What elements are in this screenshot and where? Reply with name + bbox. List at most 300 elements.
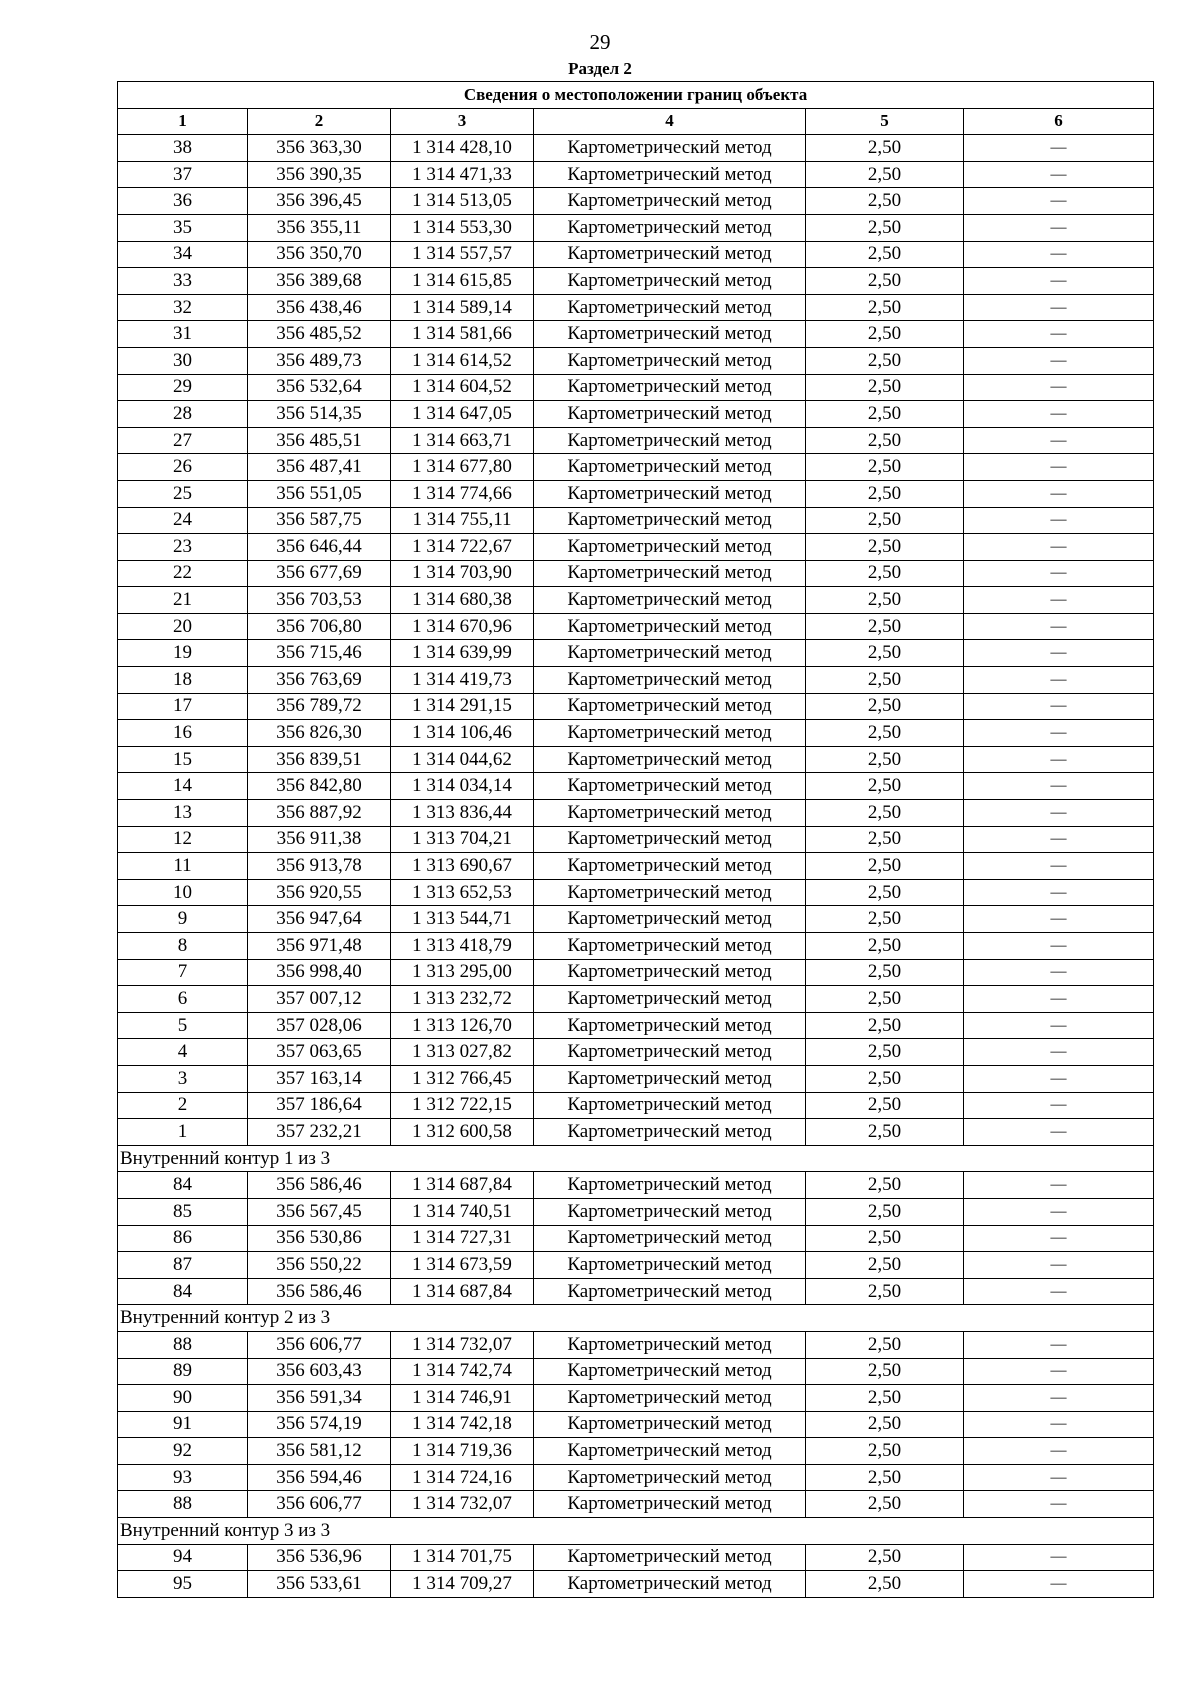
description-cell: — (964, 800, 1154, 827)
method-cell: Картометрический метод (534, 161, 806, 188)
coordinate-x-cell: 356 703,53 (248, 587, 391, 614)
point-number-cell: 15 (118, 746, 248, 773)
table-row (118, 1385, 1154, 1412)
coordinate-y-cell: 1 314 581,66 (391, 321, 534, 348)
coordinate-x-cell: 356 567,45 (248, 1198, 391, 1225)
table-row (118, 986, 1154, 1013)
description-cell: — (964, 826, 1154, 853)
coordinate-x-cell: 356 842,80 (248, 773, 391, 800)
point-number-cell: 35 (118, 214, 248, 241)
coordinate-y-cell: 1 314 727,31 (391, 1225, 534, 1252)
accuracy-cell: 2,50 (806, 906, 964, 933)
coordinate-x-cell: 357 186,64 (248, 1092, 391, 1119)
coordinate-x-cell: 356 389,68 (248, 268, 391, 295)
point-number-cell: 23 (118, 534, 248, 561)
description-cell: — (964, 1385, 1154, 1412)
coordinate-y-cell: 1 313 232,72 (391, 986, 534, 1013)
point-number-cell: 84 (118, 1172, 248, 1199)
point-number-cell: 2 (118, 1092, 248, 1119)
coordinate-y-cell: 1 314 639,99 (391, 640, 534, 667)
coordinate-x-cell: 356 947,64 (248, 906, 391, 933)
point-number-cell: 88 (118, 1491, 248, 1518)
point-number-cell: 17 (118, 693, 248, 720)
description-cell: — (964, 1358, 1154, 1385)
coordinate-y-cell: 1 314 709,27 (391, 1571, 534, 1598)
accuracy-cell: 2,50 (806, 480, 964, 507)
contour-title-row (118, 1305, 1154, 1332)
table-caption: Сведения о местоположении границ объекта (118, 82, 1154, 109)
coordinate-x-cell: 357 063,65 (248, 1039, 391, 1066)
description-cell: — (964, 454, 1154, 481)
coordinate-y-cell: 1 314 647,05 (391, 401, 534, 428)
coordinate-y-cell: 1 314 614,52 (391, 347, 534, 374)
table-header (118, 82, 1154, 135)
coordinate-x-cell: 356 789,72 (248, 693, 391, 720)
table-row (118, 214, 1154, 241)
method-cell: Картометрический метод (534, 1438, 806, 1465)
description-cell: — (964, 853, 1154, 880)
coordinate-y-cell: 1 314 291,15 (391, 693, 534, 720)
method-cell: Картометрический метод (534, 1491, 806, 1518)
table-row (118, 1198, 1154, 1225)
point-number-cell: 4 (118, 1039, 248, 1066)
coordinate-x-cell: 356 363,30 (248, 135, 391, 162)
coordinate-x-cell: 356 587,75 (248, 507, 391, 534)
table-row (118, 454, 1154, 481)
method-cell: Картометрический метод (534, 640, 806, 667)
column-header-4: 4 (534, 108, 806, 135)
table-row (118, 933, 1154, 960)
coordinate-y-cell: 1 314 774,66 (391, 480, 534, 507)
coordinate-y-cell: 1 314 742,18 (391, 1411, 534, 1438)
point-number-cell: 34 (118, 241, 248, 268)
method-cell: Картометрический метод (534, 241, 806, 268)
table-row (118, 1039, 1154, 1066)
accuracy-cell: 2,50 (806, 1039, 964, 1066)
table-row (118, 294, 1154, 321)
column-header-1: 1 (118, 108, 248, 135)
method-cell: Картометрический метод (534, 268, 806, 295)
accuracy-cell: 2,50 (806, 959, 964, 986)
table-row (118, 188, 1154, 215)
coordinate-x-cell: 356 485,52 (248, 321, 391, 348)
coordinate-x-cell: 357 232,21 (248, 1119, 391, 1146)
description-cell: — (964, 1119, 1154, 1146)
description-cell: — (964, 667, 1154, 694)
point-number-cell: 84 (118, 1278, 248, 1305)
accuracy-cell: 2,50 (806, 347, 964, 374)
table-row (118, 906, 1154, 933)
accuracy-cell: 2,50 (806, 640, 964, 667)
point-number-cell: 9 (118, 906, 248, 933)
description-cell: — (964, 1278, 1154, 1305)
point-number-cell: 13 (118, 800, 248, 827)
accuracy-cell: 2,50 (806, 853, 964, 880)
coordinate-y-cell: 1 314 719,36 (391, 1438, 534, 1465)
description-cell: — (964, 1065, 1154, 1092)
accuracy-cell: 2,50 (806, 401, 964, 428)
table-row (118, 1092, 1154, 1119)
description-cell: — (964, 241, 1154, 268)
method-cell: Картометрический метод (534, 480, 806, 507)
method-cell: Картометрический метод (534, 1571, 806, 1598)
coordinate-x-cell: 356 706,80 (248, 613, 391, 640)
coordinate-x-cell: 356 536,96 (248, 1544, 391, 1571)
coordinate-y-cell: 1 313 126,70 (391, 1012, 534, 1039)
accuracy-cell: 2,50 (806, 135, 964, 162)
point-number-cell: 20 (118, 613, 248, 640)
table-row (118, 879, 1154, 906)
method-cell: Картометрический метод (534, 933, 806, 960)
coordinate-x-cell: 356 606,77 (248, 1491, 391, 1518)
method-cell: Картометрический метод (534, 986, 806, 1013)
point-number-cell: 12 (118, 826, 248, 853)
coordinate-y-cell: 1 312 722,15 (391, 1092, 534, 1119)
table-row (118, 161, 1154, 188)
method-cell: Картометрический метод (534, 906, 806, 933)
point-number-cell: 25 (118, 480, 248, 507)
accuracy-cell: 2,50 (806, 1464, 964, 1491)
accuracy-cell: 2,50 (806, 374, 964, 401)
method-cell: Картометрический метод (534, 135, 806, 162)
table-row (118, 1358, 1154, 1385)
point-number-cell: 33 (118, 268, 248, 295)
coordinate-y-cell: 1 314 589,14 (391, 294, 534, 321)
point-number-cell: 6 (118, 986, 248, 1013)
coordinate-y-cell: 1 314 044,62 (391, 746, 534, 773)
coordinate-y-cell: 1 314 687,84 (391, 1278, 534, 1305)
description-cell: — (964, 720, 1154, 747)
coordinate-x-cell: 356 591,34 (248, 1385, 391, 1412)
coordinate-y-cell: 1 314 740,51 (391, 1198, 534, 1225)
table-row (118, 613, 1154, 640)
method-cell: Картометрический метод (534, 1225, 806, 1252)
point-number-cell: 26 (118, 454, 248, 481)
point-number-cell: 10 (118, 879, 248, 906)
point-number-cell: 90 (118, 1385, 248, 1412)
coordinate-x-cell: 356 998,40 (248, 959, 391, 986)
point-number-cell: 22 (118, 560, 248, 587)
point-number-cell: 28 (118, 401, 248, 428)
point-number-cell: 88 (118, 1331, 248, 1358)
method-cell: Картометрический метод (534, 613, 806, 640)
method-cell: Картометрический метод (534, 587, 806, 614)
coordinate-y-cell: 1 313 704,21 (391, 826, 534, 853)
method-cell: Картометрический метод (534, 1012, 806, 1039)
contour-title: Внутренний контур 2 из 3 (118, 1305, 1154, 1332)
coordinate-x-cell: 356 485,51 (248, 427, 391, 454)
description-cell: — (964, 1172, 1154, 1199)
accuracy-cell: 2,50 (806, 1358, 964, 1385)
description-cell: — (964, 188, 1154, 215)
method-cell: Картометрический метод (534, 1385, 806, 1412)
accuracy-cell: 2,50 (806, 1225, 964, 1252)
point-number-cell: 3 (118, 1065, 248, 1092)
point-number-cell: 16 (118, 720, 248, 747)
point-number-cell: 37 (118, 161, 248, 188)
table-row (118, 1172, 1154, 1199)
table-row (118, 1464, 1154, 1491)
description-cell: — (964, 1252, 1154, 1279)
method-cell: Картометрический метод (534, 853, 806, 880)
table-row (118, 853, 1154, 880)
coordinate-x-cell: 356 355,11 (248, 214, 391, 241)
description-cell: — (964, 321, 1154, 348)
coordinate-y-cell: 1 314 471,33 (391, 161, 534, 188)
coordinate-y-cell: 1 313 027,82 (391, 1039, 534, 1066)
table-row (118, 1065, 1154, 1092)
method-cell: Картометрический метод (534, 746, 806, 773)
description-cell: — (964, 587, 1154, 614)
contour-title: Внутренний контур 3 из 3 (118, 1518, 1154, 1545)
point-number-cell: 36 (118, 188, 248, 215)
coordinate-x-cell: 356 911,38 (248, 826, 391, 853)
method-cell: Картометрический метод (534, 879, 806, 906)
point-number-cell: 7 (118, 959, 248, 986)
coordinate-x-cell: 356 586,46 (248, 1278, 391, 1305)
description-cell: — (964, 1039, 1154, 1066)
coordinate-y-cell: 1 314 663,71 (391, 427, 534, 454)
description-cell: — (964, 507, 1154, 534)
coordinate-x-cell: 356 715,46 (248, 640, 391, 667)
table-row (118, 241, 1154, 268)
point-number-cell: 86 (118, 1225, 248, 1252)
accuracy-cell: 2,50 (806, 1092, 964, 1119)
table-row (118, 347, 1154, 374)
method-cell: Картометрический метод (534, 454, 806, 481)
coordinate-x-cell: 356 839,51 (248, 746, 391, 773)
table-row (118, 1544, 1154, 1571)
coordinate-y-cell: 1 313 544,71 (391, 906, 534, 933)
coordinate-x-cell: 356 532,64 (248, 374, 391, 401)
table-row (118, 427, 1154, 454)
method-cell: Картометрический метод (534, 1092, 806, 1119)
method-cell: Картометрический метод (534, 773, 806, 800)
point-number-cell: 5 (118, 1012, 248, 1039)
accuracy-cell: 2,50 (806, 1331, 964, 1358)
coordinate-y-cell: 1 314 680,38 (391, 587, 534, 614)
accuracy-cell: 2,50 (806, 826, 964, 853)
coordinate-x-cell: 356 971,48 (248, 933, 391, 960)
description-cell: — (964, 613, 1154, 640)
point-number-cell: 24 (118, 507, 248, 534)
coordinate-y-cell: 1 314 755,11 (391, 507, 534, 534)
contour-title-row (118, 1145, 1154, 1172)
coordinate-y-cell: 1 313 652,53 (391, 879, 534, 906)
coordinate-x-cell: 356 826,30 (248, 720, 391, 747)
coordinate-x-cell: 356 920,55 (248, 879, 391, 906)
description-cell: — (964, 986, 1154, 1013)
point-number-cell: 8 (118, 933, 248, 960)
coordinate-y-cell: 1 314 553,30 (391, 214, 534, 241)
description-cell: — (964, 1571, 1154, 1598)
method-cell: Картометрический метод (534, 321, 806, 348)
point-number-cell: 29 (118, 374, 248, 401)
coordinate-y-cell: 1 314 604,52 (391, 374, 534, 401)
coordinate-x-cell: 356 677,69 (248, 560, 391, 587)
accuracy-cell: 2,50 (806, 1491, 964, 1518)
table-row (118, 1278, 1154, 1305)
description-cell: — (964, 374, 1154, 401)
description-cell: — (964, 1225, 1154, 1252)
accuracy-cell: 2,50 (806, 1411, 964, 1438)
method-cell: Картометрический метод (534, 826, 806, 853)
table-row (118, 667, 1154, 694)
method-cell: Картометрический метод (534, 1039, 806, 1066)
description-cell: — (964, 1464, 1154, 1491)
method-cell: Картометрический метод (534, 1544, 806, 1571)
column-header-2: 2 (248, 108, 391, 135)
method-cell: Картометрический метод (534, 1411, 806, 1438)
table-row (118, 1331, 1154, 1358)
description-cell: — (964, 1092, 1154, 1119)
accuracy-cell: 2,50 (806, 879, 964, 906)
point-number-cell: 27 (118, 427, 248, 454)
description-cell: — (964, 1544, 1154, 1571)
coordinate-y-cell: 1 314 722,67 (391, 534, 534, 561)
description-cell: — (964, 294, 1154, 321)
method-cell: Картометрический метод (534, 374, 806, 401)
method-cell: Картометрический метод (534, 401, 806, 428)
coordinate-x-cell: 356 438,46 (248, 294, 391, 321)
description-cell: — (964, 933, 1154, 960)
description-cell: — (964, 693, 1154, 720)
point-number-cell: 30 (118, 347, 248, 374)
coordinate-x-cell: 356 606,77 (248, 1331, 391, 1358)
point-number-cell: 19 (118, 640, 248, 667)
table-row (118, 374, 1154, 401)
coordinate-x-cell: 356 396,45 (248, 188, 391, 215)
point-number-cell: 1 (118, 1119, 248, 1146)
coordinate-x-cell: 356 586,46 (248, 1172, 391, 1199)
table-row (118, 959, 1154, 986)
coordinate-x-cell: 356 913,78 (248, 853, 391, 880)
coordinate-y-cell: 1 314 732,07 (391, 1331, 534, 1358)
coordinate-x-cell: 357 163,14 (248, 1065, 391, 1092)
coordinate-x-cell: 356 581,12 (248, 1438, 391, 1465)
accuracy-cell: 2,50 (806, 720, 964, 747)
coordinate-y-cell: 1 313 690,67 (391, 853, 534, 880)
point-number-cell: 95 (118, 1571, 248, 1598)
accuracy-cell: 2,50 (806, 986, 964, 1013)
description-cell: — (964, 268, 1154, 295)
accuracy-cell: 2,50 (806, 268, 964, 295)
coordinate-x-cell: 356 646,44 (248, 534, 391, 561)
point-number-cell: 87 (118, 1252, 248, 1279)
column-header-3: 3 (391, 108, 534, 135)
coordinate-y-cell: 1 314 670,96 (391, 613, 534, 640)
method-cell: Картометрический метод (534, 1331, 806, 1358)
coordinate-y-cell: 1 314 701,75 (391, 1544, 534, 1571)
description-cell: — (964, 161, 1154, 188)
point-number-cell: 32 (118, 294, 248, 321)
coordinate-x-cell: 357 007,12 (248, 986, 391, 1013)
column-header-6: 6 (964, 108, 1154, 135)
description-cell: — (964, 1438, 1154, 1465)
accuracy-cell: 2,50 (806, 746, 964, 773)
method-cell: Картометрический метод (534, 1065, 806, 1092)
accuracy-cell: 2,50 (806, 1278, 964, 1305)
point-number-cell: 21 (118, 587, 248, 614)
accuracy-cell: 2,50 (806, 587, 964, 614)
method-cell: Картометрический метод (534, 1198, 806, 1225)
accuracy-cell: 2,50 (806, 294, 964, 321)
accuracy-cell: 2,50 (806, 534, 964, 561)
point-number-cell: 11 (118, 853, 248, 880)
coordinate-x-cell: 356 487,41 (248, 454, 391, 481)
coordinate-y-cell: 1 314 513,05 (391, 188, 534, 215)
accuracy-cell: 2,50 (806, 1438, 964, 1465)
coordinate-x-cell: 356 551,05 (248, 480, 391, 507)
point-number-cell: 38 (118, 135, 248, 162)
coordinate-x-cell: 356 594,46 (248, 1464, 391, 1491)
accuracy-cell: 2,50 (806, 1012, 964, 1039)
coordinate-x-cell: 356 350,70 (248, 241, 391, 268)
contour-title: Внутренний контур 1 из 3 (118, 1145, 1154, 1172)
table-row (118, 401, 1154, 428)
method-cell: Картометрический метод (534, 560, 806, 587)
method-cell: Картометрический метод (534, 214, 806, 241)
table-row (118, 640, 1154, 667)
method-cell: Картометрический метод (534, 1119, 806, 1146)
coordinate-x-cell: 356 763,69 (248, 667, 391, 694)
coordinate-x-cell: 356 489,73 (248, 347, 391, 374)
coordinate-x-cell: 356 533,61 (248, 1571, 391, 1598)
coordinate-y-cell: 1 314 703,90 (391, 560, 534, 587)
description-cell: — (964, 959, 1154, 986)
coordinate-y-cell: 1 314 034,14 (391, 773, 534, 800)
accuracy-cell: 2,50 (806, 188, 964, 215)
table-row (118, 1571, 1154, 1598)
description-cell: — (964, 347, 1154, 374)
column-header-row (118, 108, 1154, 135)
table-row (118, 587, 1154, 614)
method-cell: Картометрический метод (534, 534, 806, 561)
point-number-cell: 94 (118, 1544, 248, 1571)
coordinate-y-cell: 1 313 836,44 (391, 800, 534, 827)
method-cell: Картометрический метод (534, 1464, 806, 1491)
coordinate-x-cell: 356 530,86 (248, 1225, 391, 1252)
table-row (118, 773, 1154, 800)
accuracy-cell: 2,50 (806, 454, 964, 481)
coordinate-x-cell: 357 028,06 (248, 1012, 391, 1039)
point-number-cell: 18 (118, 667, 248, 694)
coordinate-y-cell: 1 314 677,80 (391, 454, 534, 481)
table-row (118, 507, 1154, 534)
method-cell: Картометрический метод (534, 667, 806, 694)
coordinate-y-cell: 1 314 746,91 (391, 1385, 534, 1412)
table-row (118, 268, 1154, 295)
coordinate-y-cell: 1 314 732,07 (391, 1491, 534, 1518)
description-cell: — (964, 906, 1154, 933)
description-cell: — (964, 214, 1154, 241)
description-cell: — (964, 640, 1154, 667)
table-row (118, 1012, 1154, 1039)
coordinate-y-cell: 1 314 557,57 (391, 241, 534, 268)
accuracy-cell: 2,50 (806, 800, 964, 827)
accuracy-cell: 2,50 (806, 241, 964, 268)
description-cell: — (964, 401, 1154, 428)
table-row (118, 1119, 1154, 1146)
description-cell: — (964, 773, 1154, 800)
description-cell: — (964, 135, 1154, 162)
table-row (118, 693, 1154, 720)
method-cell: Картометрический метод (534, 693, 806, 720)
method-cell: Картометрический метод (534, 720, 806, 747)
table-caption-row (118, 82, 1154, 109)
accuracy-cell: 2,50 (806, 1198, 964, 1225)
description-cell: — (964, 427, 1154, 454)
